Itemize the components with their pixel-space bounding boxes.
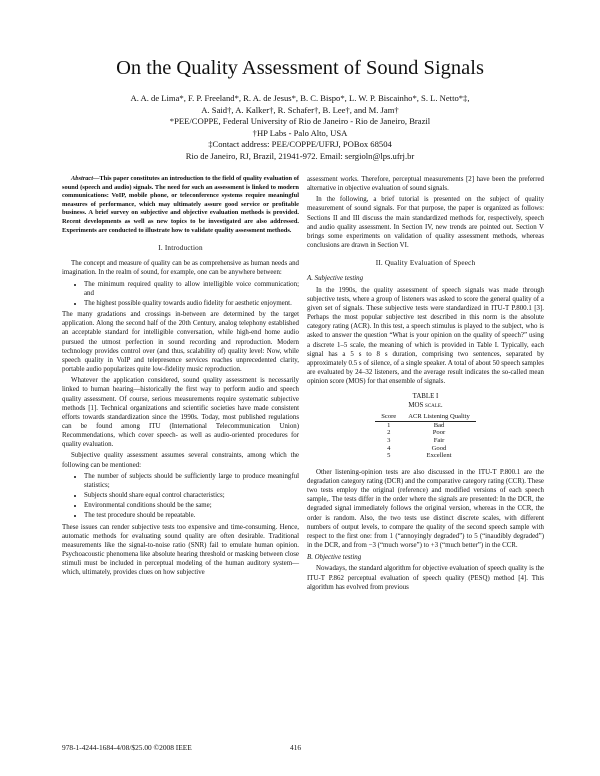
footer-isbn: 978-1-4244-1684-4/08/$25.00 ©2008 IEEE <box>62 743 192 752</box>
affiliation-2: †HP Labs - Palo Alto, USA <box>252 127 348 138</box>
table-cell: Excellent <box>426 452 452 460</box>
list-item: • The number of subjects should be sufficiently large to produce meaningful statistics; <box>84 472 299 490</box>
intro-paragraph-4: Subjective quality assessment assumes several constraints, among which the following can be mentioned: <box>62 452 299 469</box>
table-cell: Bad <box>433 421 445 429</box>
list-item: • The highest possible quality towards audio fidelity for aesthetic enjoyment. <box>84 299 299 308</box>
paper-title: On the Quality Assessment of Sound Signals <box>116 57 484 79</box>
intro-bullet-list-1 <box>62 280 299 308</box>
table-cell: 1 <box>387 421 391 429</box>
table-row <box>375 429 476 437</box>
speech-paragraph-3: Nowadays, the standard algorithm for objective evaluation of speech quality is the ITU-T P.862 perceptual evaluation of speech quality (PESQ) method [4]. This algorithm has evolved from previous <box>307 565 544 591</box>
table-cell: Fair <box>433 437 445 445</box>
intro-paragraph-3: Whatever the application considered, sound quality assessment is necessarily linked to human hearing—historically the first way to perform audio and speech quality assessment. Of course, serious measurements require systematic subjective methods [1]. Technical organizations and scientific societies have made consistent efforts towards standardization since the 1990s. Today, most published regulations can be found among ITU (International Telecommunication Union) Recommendations, which cover speech- as well as audio-oriented procedures for quality evaluation. <box>62 377 299 449</box>
speech-paragraph-2: Other listening-opinion tests are also discussed in the ITU-T P.800.1 are the degradation category rating (DCR) and the comparative category rating (CCR). These two tests employ the original (reference) and modified versions of each speech sample,. The tests differ in the order where the signals are presented: In the DCR, the degraded signal immediately follows the original version, whereas in the CCR, the order is random. Also, the two tests use distinct discrete scales, with different numbers of output levels, to compare the quality of the second speech sample with respect to the first one: from 1 (“annoyingly degraded”) to 5 (“inaudibly degraded”) in the DCR, and from −3 (“much worse”) to +3 (“much better”) in the CCR. <box>307 468 544 550</box>
subsection-heading-subjective: A. Subjective testing <box>307 275 364 283</box>
table-cell: 3 <box>387 437 391 445</box>
intro-paragraph-5: These issues can render subjective tests too expensive and time-consuming. Hence, automatic methods for evaluating sound quality are often desirable. Traditional measurements like the signal-to-noise ratio (SNR) fail to emulate human opinion. Psychoacoustic phenomena like absolute hearing threshold or masking between close stimuli must be included in perceptual modeling of the human auditory system—which, ultimately, provides clues on how subjective <box>62 523 299 577</box>
table-cell: 4 <box>387 444 391 452</box>
left-column <box>62 175 299 579</box>
section-heading-speech: II. Quality Evaluation of Speech <box>375 259 476 268</box>
abstract-label: Abstract <box>71 175 94 182</box>
section-heading-introduction: I. Introduction <box>158 244 203 253</box>
affiliation-3: ‡Contact address: PEE/COPPE/UFRJ, POBox 68504 <box>208 139 392 149</box>
intro-paragraph-1: The concept and measure of quality can be as comprehensive as human needs and imagination. In the realm of sound, for example, one can be anywhere between: <box>62 260 299 277</box>
table-row <box>375 445 476 453</box>
affiliation-1: *PEE/COPPE, Federal University of Rio de Janeiro - Rio de Janeiro, Brazil <box>169 116 431 126</box>
author-line-2: A. Said†, A. Kalker†, R. Schafer†, B. Lee†, and M. Jam† <box>201 104 399 115</box>
intro-bullet-list-2 <box>62 472 299 521</box>
right-column <box>307 175 544 594</box>
table-row <box>375 437 476 445</box>
table-cell: Poor <box>432 429 446 437</box>
table-cell: Good <box>431 444 447 452</box>
right-paragraph-1: assessment works. Therefore, perceptual measurements [2] have been the preferred alternative in objective evaluation of sound signals. <box>307 176 544 193</box>
author-line-1: A. A. de Lima*, F. P. Freeland*, R. A. de Jesus*, B. C. Bispo*, L. W. P. Biscainho*, S. L. Netto*‡, <box>130 93 470 103</box>
table-cell: 2 <box>387 429 391 437</box>
abstract-text: —This paper constitutes an introduction to the field of quality evaluation of sound (speech and audio) signals. The need for such an assessment is linked to modern communications: VoIP, mobile phone, or teleconference systems require meaningful measures of performance, which may ultimately assure good service or profitable business. A brief survey on subjective and objective evaluation methods is provided. Recent developments as well as new topics to be investigated are also addressed. Experiments are conducted to illustrate how to validate quality assessment methods. <box>62 175 299 234</box>
table-header: ACR Listening Quality <box>402 413 476 421</box>
speech-paragraph-1: In the 1990s, the quality assessment of speech signals was made through subjective tests, where a group of listeners was asked to score the general quality of a given set of signals. These subjective tests were standardized in ITU-T P.800.1 [3]. Perhaps the most popular subjective test described in this norm is the absolute category rating (ACR). In this test, a speech stimulus is played to the subject, who is asked to answer the question “What is your opinion on the quality of speech?” using a discrete 1–5 scale, the meaning of which is provided in Table I. Typically, each signal has a 5 s to 8 s duration, comprising two sentences, separated by approximately 0.5 s of silence, of a single speaker. A total of about 50 speech samples are evaluated by 24–32 listeners, and the average result indicates the so-called mean opinion score (MOS) for that ensemble of signals. <box>307 286 544 386</box>
mos-table <box>375 413 476 460</box>
abstract <box>62 175 299 235</box>
subsection-heading-objective: B. Objective testing <box>307 554 362 562</box>
author-block <box>0 93 600 162</box>
table-caption: MOS scale. <box>408 402 443 410</box>
table-header: Score <box>375 413 402 421</box>
intro-paragraph-2: The many gradations and crossings in-between are determined by the target application. Along the second half of the 20th Century, analog telephony established an acceptable standard for intelligible conversation, while high-end home audio pursued the utmost perfection in sound recording and reproduction. Modern technology provides control over (and thus, scalability of) quality level: Now, while speech quality in VoIP and telepresence services reaches unprecedented clarity, portable audio popularizes quite low-fidelity music reproduction. <box>62 311 299 374</box>
table-row <box>375 421 476 429</box>
affiliation-4: Rio de Janeiro, RJ, Brazil, 21941-972. Email: sergioln@lps.ufrj.br <box>185 150 415 161</box>
table-row <box>375 452 476 460</box>
table-cell: 5 <box>387 452 391 460</box>
right-paragraph-2: In the following, a brief tutorial is presented on the subject of quality measurement of sound signals. For that purpose, the paper is organized as follows: Sections II and III discuss the main standardized methods for, respectively, speech and audio quality assessment. In Section IV, new trends are pointed out. Section V brings some experiments on validation of quality assessment methods, whereas conclusions are drawn in Section VI. <box>307 196 544 250</box>
table-title: TABLE I <box>412 393 439 401</box>
page-number: 416 <box>290 743 302 752</box>
list-item: • The test procedure should be repeatable. <box>84 511 299 520</box>
list-item: • Subjects should share equal control characteristics; <box>84 491 299 500</box>
list-item: • The minimum required quality to allow intelligible voice communication; and <box>84 280 299 298</box>
list-item: • Environmental conditions should be the same; <box>84 501 299 510</box>
